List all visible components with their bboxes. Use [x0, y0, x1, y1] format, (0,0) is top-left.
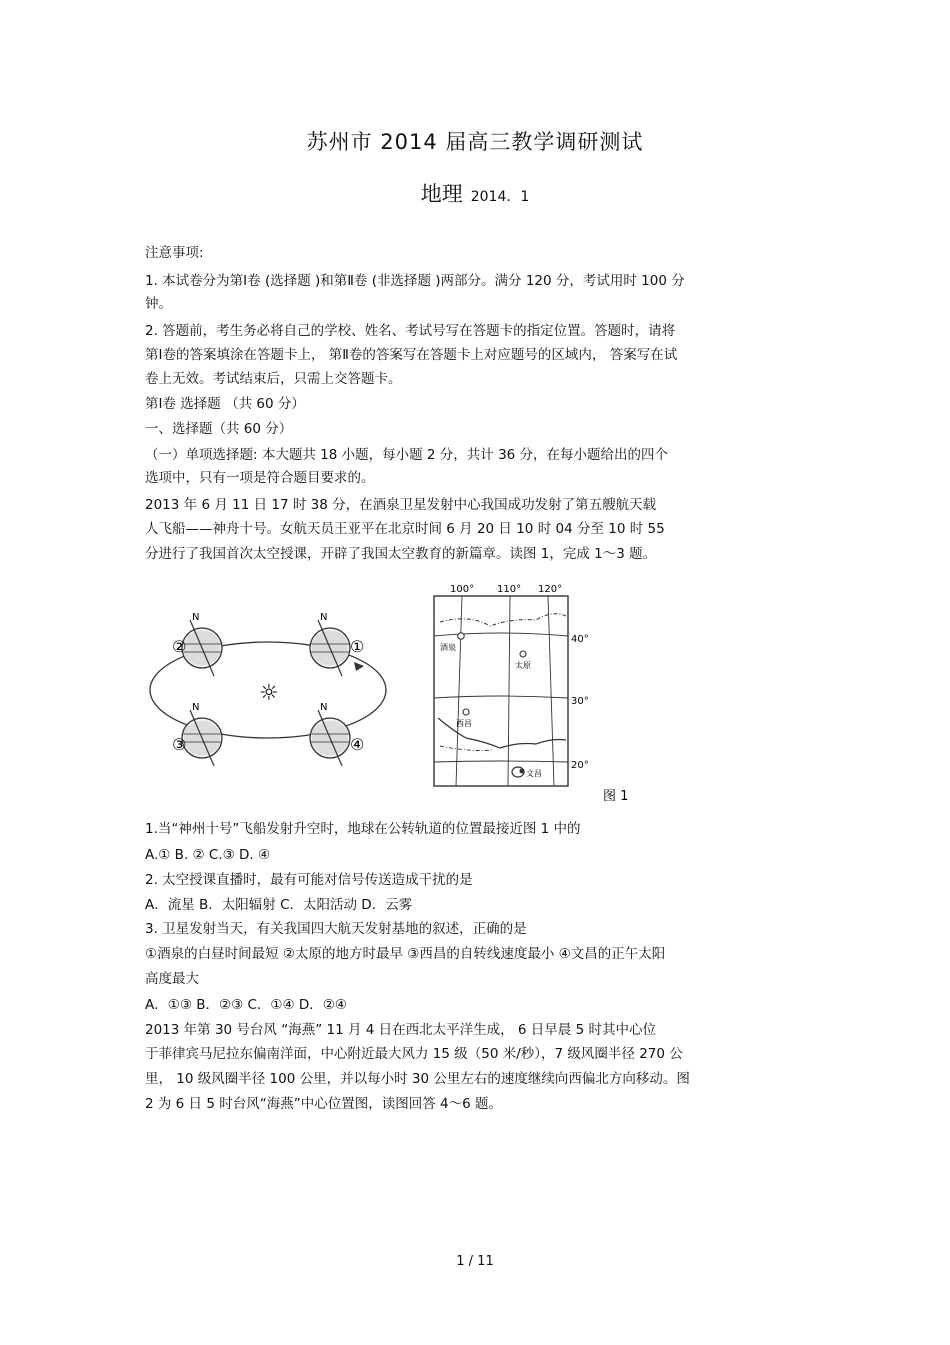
jiuquan-marker	[458, 633, 464, 639]
text-line: 一、选择题（共 60 分）	[145, 421, 293, 437]
page-number: 1 / 11	[456, 1254, 494, 1269]
text-line: 第Ⅰ卷的答案填涂在答题卡上， 第Ⅱ卷的答案写在答题卡上对应题号的区域内， 答案写在试	[145, 347, 678, 363]
text-line: 里， 10 级风圈半径 100 公里，并以每小时 30 公里左右的速度继续向西偏北方向移动。图	[145, 1071, 690, 1087]
lat-label-40: 40°	[571, 634, 589, 645]
subject-label: 地理	[420, 182, 463, 206]
orbit-label-4: ④	[350, 735, 365, 754]
globe-3	[182, 702, 222, 766]
orbit-label-2: ②	[172, 637, 187, 656]
text-line: 2013 年第 30 号台风 “海燕” 11 月 4 日在西北太平洋生成， 6 日早晨 5 时其中心位	[145, 1022, 656, 1038]
text-line: 3. 卫星发射当天，有关我国四大航天发射基地的叙述，正确的是	[145, 921, 527, 937]
lat-label-20: 20°	[571, 760, 589, 771]
text-line: 分进行了我国首次太空授课，开辟了我国太空教育的新篇章。读图 1，完成 1～3 题。	[145, 546, 657, 562]
text-line: 于菲律宾马尼拉东偏南洋面，中心附近最大风力 15 级（50 米/秒），7 级风圈半径 270 公	[145, 1046, 683, 1062]
lon-label-110: 110°	[497, 584, 522, 595]
text-line: 2. 答题前，考生务必将自己的学校、姓名、考试号写在答题卡的指定位置。答题时，请将	[145, 323, 676, 339]
wenchang-marker	[520, 769, 525, 774]
exam-date: 2014．1	[470, 189, 530, 205]
text-line: A.① B. ② C.③ D. ④	[145, 847, 271, 863]
lon-label-100: 100°	[450, 584, 475, 595]
text-line: 钟。	[145, 296, 172, 312]
svg-text:N: N	[192, 702, 200, 713]
text-line: 2013 年 6 月 11 日 17 时 38 分，在酒泉卫星发射中心我国成功发射了第五艘航天载	[145, 497, 657, 513]
text-line: 选项中，只有一项是符合题目要求的。	[145, 470, 375, 486]
lat-label-30: 30°	[571, 696, 589, 707]
globe-1	[310, 612, 350, 676]
taiyuan-marker	[520, 651, 526, 657]
text-line: 人飞船——神舟十号。女航天员王亚平在北京时间 6 月 20 日 10 时 04 分至 10 时 55	[145, 521, 665, 537]
figure-caption: 图 1	[603, 789, 629, 804]
text-line: A．①③ B．②③ C．①④ D．②④	[145, 997, 348, 1013]
svg-text:N: N	[320, 702, 328, 713]
orbit-label-3: ③	[172, 735, 187, 754]
text-line: （一）单项选择题: 本大题共 18 小题，每小题 2 分，共计 36 分，在每小题给出的四个	[145, 447, 669, 463]
xichang-marker	[463, 709, 469, 715]
text-line: 1.当“神州十号”飞船发射升空时，地球在公转轨道的位置最接近图 1 中的	[145, 821, 581, 837]
text-line: 1. 本试卷分为第Ⅰ卷 (选择题 )和第Ⅱ卷 (非选择题 )两部分。满分 120 分，考试用时 100 分	[145, 273, 685, 289]
text-line: 2. 太空授课直播时，最有可能对信号传送造成干扰的是	[145, 872, 473, 888]
svg-text:N: N	[320, 612, 328, 623]
globe-4	[310, 702, 350, 766]
place-taiyuan: 太原	[515, 661, 531, 670]
orbit-label-1: ①	[350, 637, 365, 656]
text-line: 注意事项:	[145, 245, 204, 261]
orbit-arrow-icon	[354, 662, 364, 671]
place-jiuquan: 酒泉	[440, 643, 456, 652]
text-line: 2 为 6 日 5 时台风“海燕”中心位置图，读图回答 4～6 题。	[145, 1096, 502, 1112]
figure-1	[140, 570, 640, 810]
text-line: A．流星 B．太阳辐射 C．太阳活动 D．云雾	[145, 897, 413, 913]
page-subtitle	[0, 178, 950, 208]
sun-icon: ☼	[259, 681, 279, 706]
page-title: 苏州市 2014 届高三教学调研测试	[306, 130, 644, 154]
globe-2	[182, 612, 222, 676]
lon-label-120: 120°	[538, 584, 563, 595]
china-map	[434, 596, 568, 786]
text-line: 第Ⅰ卷 选择题 （共 60 分）	[145, 396, 305, 412]
text-line: ①酒泉的白昼时间最短 ②太原的地方时最早 ③西昌的自转线速度最小 ④文昌的正午太阳	[145, 946, 666, 962]
text-line: 高度最大	[145, 971, 199, 987]
svg-text:N: N	[192, 612, 200, 623]
text-line: 卷上无效。考试结束后，只需上交答题卡。	[145, 371, 402, 387]
place-wenchang: 文昌	[526, 769, 542, 778]
place-xichang: 西昌	[456, 719, 472, 728]
